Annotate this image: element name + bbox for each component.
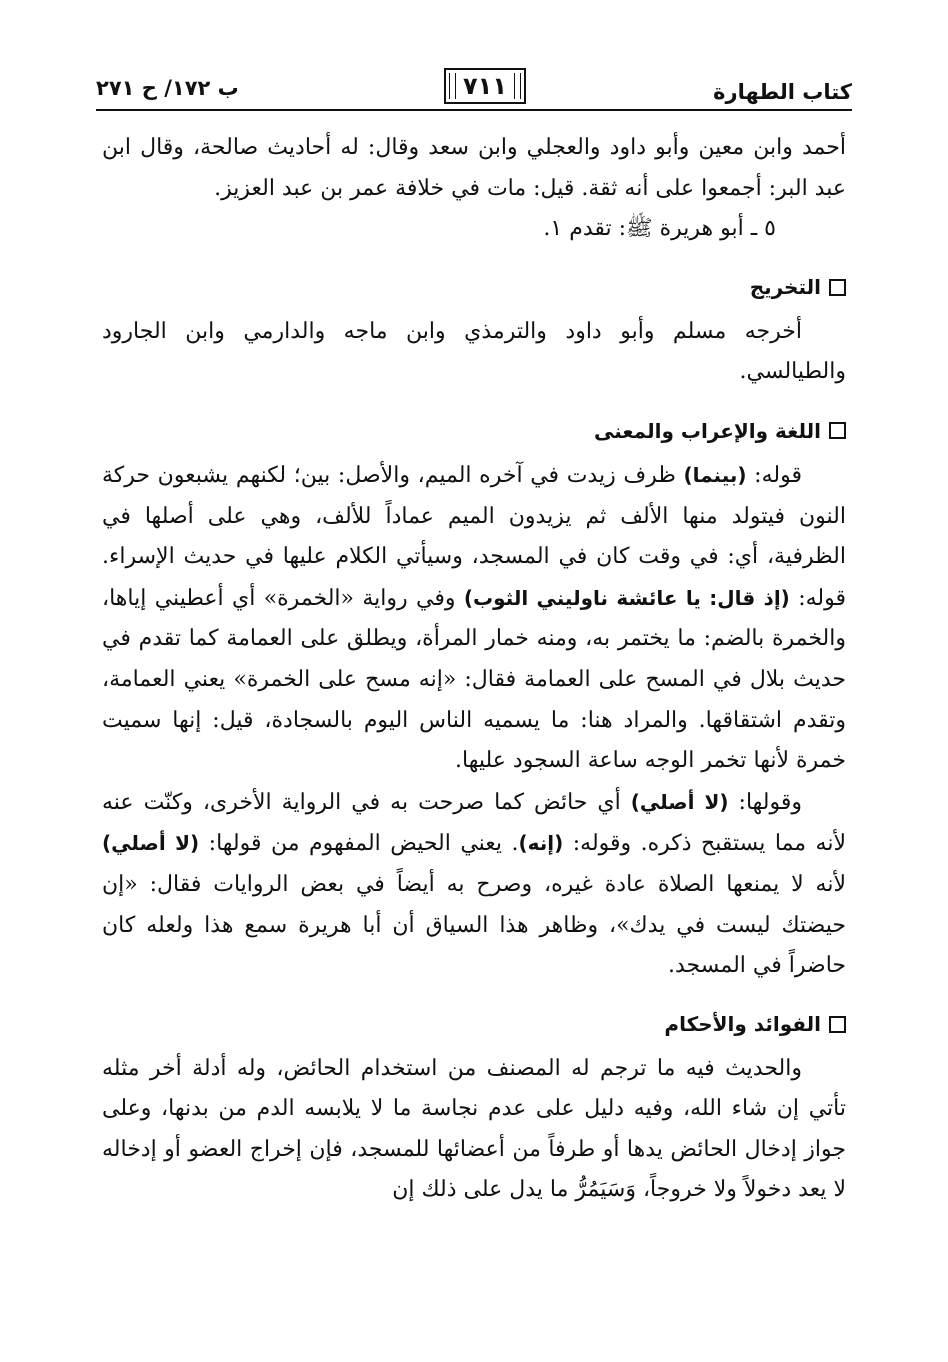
section-box-icon	[829, 279, 846, 296]
section-title: اللغة والإعراب والمعنى	[593, 418, 821, 443]
narrator-paragraph: أحمد وابن معين وأبو داود والعجلي وابن سعد وقال: له أحاديث صالحة، وقال ابن عبد البر: أجمعوا على أنه ثقة. قيل: مات في خلافة عمر بن عبد العزيز.	[102, 135, 846, 201]
text-run: لأنه لا يمنعها الصلاة عادة غيره، وصرح به أيضاً في بعض الروايات فقال: «إن حيضتك ليست في يدك»، وظاهر هذا السياق أن أبا هريرة سمع هذا ولعله كان حاضراً في المسجد.	[102, 871, 846, 979]
quoted-keyword: (إذ قال: يا عائشة ناوليني الثوب)	[463, 585, 790, 610]
chapter-hadith-reference: ب ١٧٢/ ح ٢٧١	[96, 76, 239, 100]
header-rule	[96, 109, 852, 111]
quoted-keyword: (بينما)	[683, 462, 747, 487]
section-heading-fawaid	[102, 1005, 846, 1045]
section-title: الفوائد والأحكام	[664, 1012, 821, 1037]
text-run: . يعني الحيض المفهوم من قولها:	[199, 831, 519, 857]
running-header	[96, 66, 852, 112]
quoted-keyword: (لا أصلي)	[630, 789, 729, 814]
text-run: وقولها:	[728, 789, 802, 815]
section-heading-lugha	[102, 411, 846, 451]
page-number: ٧١١	[444, 68, 526, 104]
text-run: أي حائض كما صرحت به في الرواية الأخرى، وكنّت عنه لأنه مما يستقبح ذكره. وقوله:	[102, 789, 847, 857]
narrator-item: ٥ ـ أبو هريرة ﷺ: تقدم ١.	[543, 216, 776, 242]
text-run: قوله:	[746, 462, 802, 488]
section-heading-takhrij	[102, 268, 846, 308]
lugha-paragraph-1	[102, 455, 846, 782]
page-body	[102, 128, 846, 1211]
quoted-keyword: (لا أصلي)	[102, 831, 200, 856]
section-title: التخريج	[749, 275, 821, 300]
quoted-keyword: (إنه)	[518, 831, 564, 856]
takhrij-paragraph: أخرجه مسلم وأبو داود والترمذي وابن ماجه والدارمي وابن الجارود والطيالسي.	[102, 318, 846, 385]
fawaid-paragraph: والحديث فيه ما ترجم له المصنف من استخدام الحائض، وله أدلة أخر مثله تأتي إن شاء الله، وفيه دليل على عدم نجاسة ما لا يلابسه الدم من بدنها، وعلى جواز إدخال الحائض يدها أو طرفاً من أعضائها للمسجد، فإن إخراج العضو أو إدخاله لا يعد دخولاً ولا خروجاً، وَسَيَمُرُّ ما يدل على ذلك إن	[102, 1055, 846, 1203]
book-title: كتاب الطهارة	[713, 80, 852, 104]
lugha-paragraph-2	[102, 782, 846, 987]
section-box-icon	[829, 1016, 846, 1033]
section-box-icon	[829, 422, 846, 439]
text-run: ظرف زيدت في آخره الميم، والأصل: بين؛ لكنهم يشبعون حركة النون فيتولد منها الألف ثم يزيدون الميم عماداً للألف، وهي على أصلها في الظرفية، أي: في وقت كان في المسجد، وسيأتي الكلام عليها في حديث الإسراء. قوله:	[102, 462, 846, 611]
text-run: وفي رواية «الخمرة» أي أعطيني إياها، والخمرة بالضم: ما يختمر به، ومنه خمار المرأة، ويطلق على العمامة كما تقدم في حديث بلال في المسح على العمامة فقال: «إنه مسح على الخمرة» يعني العمامة، وتقدم اشتقاقها. والمراد هنا: ما يسميه الناس اليوم بالسجادة، قيل: إنها سميت خمرة لأنها تخمر الوجه ساعة السجود عليها.	[102, 585, 847, 774]
